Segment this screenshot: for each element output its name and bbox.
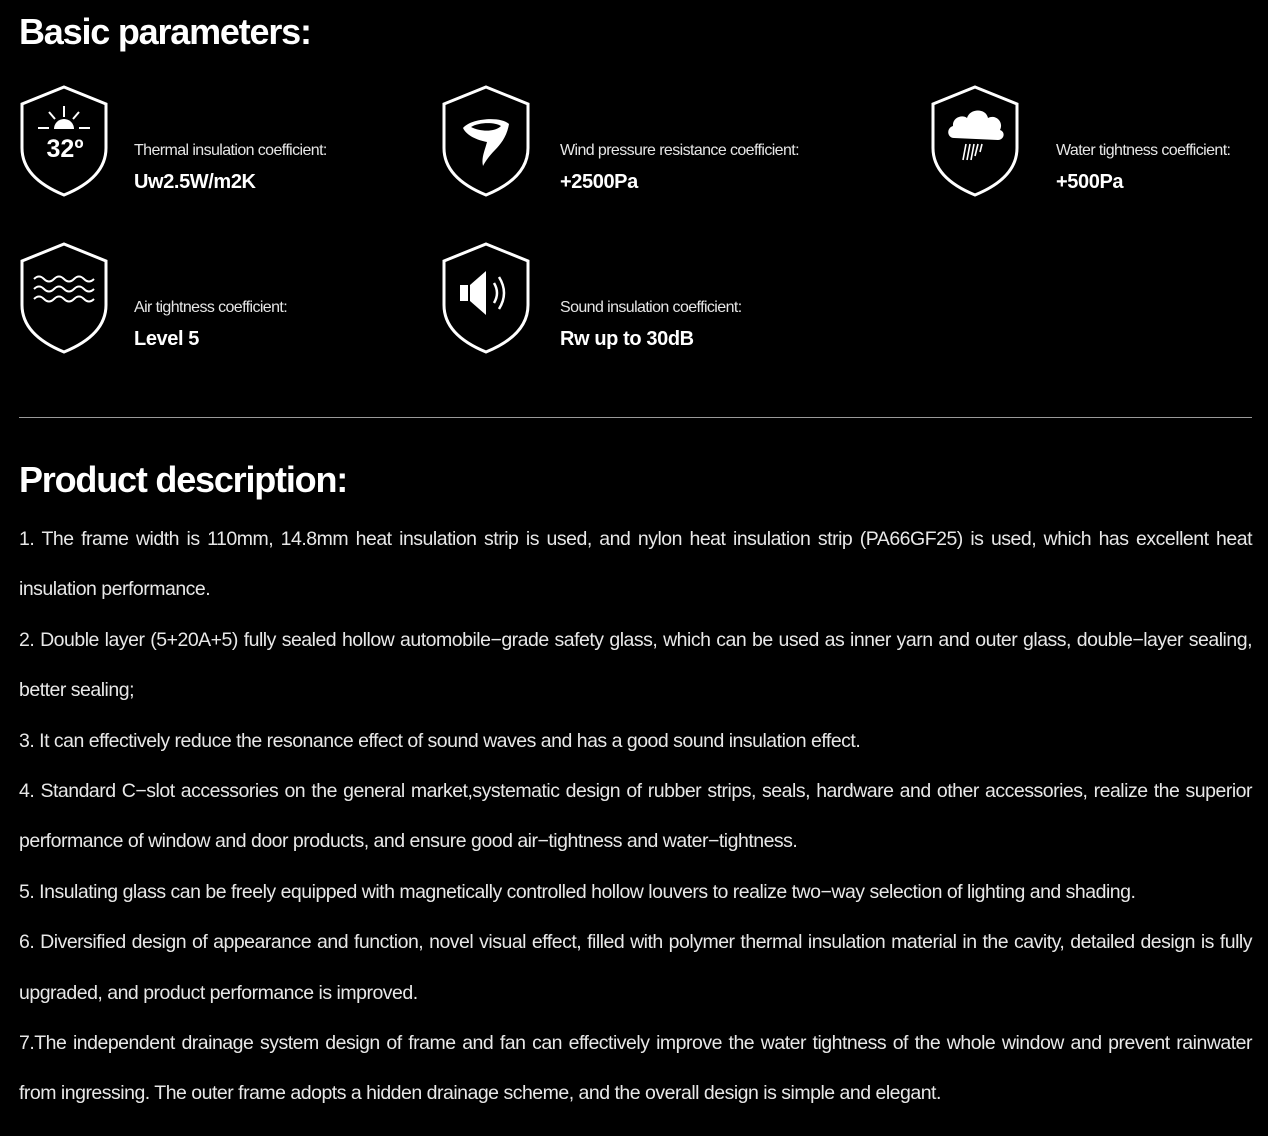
- description-item: 2. Double layer (5+20A+5) fully sealed hollow automobile−grade safety glass, which can be used as inner yarn and outer glass, double−layer sealing, better sealing;: [19, 628, 1252, 702]
- speaker-icon: [441, 241, 531, 355]
- param-label: Thermal insulation coefficient:: [134, 142, 327, 159]
- description-item: 5. Insulating glass can be freely equipped with magnetically controlled hollow louvers to realize two−way selection of lighting and shading.: [19, 880, 1136, 903]
- param-water: [930, 84, 1252, 198]
- param-thermal: [19, 84, 439, 198]
- description-item: 3. It can effectively reduce the resonance effect of sound waves and has a good sound insulation effect.: [19, 729, 861, 752]
- description-item: 6. Diversified design of appearance and function, novel visual effect, filled with polymer thermal insulation material in the cavity, detailed design is fully upgraded, and product performance is improved.: [19, 931, 1252, 1004]
- thermal-icon-text: 32º: [46, 135, 84, 163]
- air-waves-icon: [19, 241, 109, 355]
- product-description-title: Product description:: [19, 459, 348, 500]
- param-air: [19, 241, 439, 355]
- description-list: [19, 514, 1252, 1119]
- basic-parameters-title: Basic parameters:: [19, 11, 311, 52]
- param-wind: [441, 84, 921, 198]
- param-value: +500Pa: [1056, 171, 1124, 193]
- param-sound: [441, 241, 921, 355]
- section-divider: [19, 417, 1252, 418]
- param-label: Wind pressure resistance coefficient:: [560, 142, 799, 159]
- description-item: 1. The frame width is 110mm, 14.8mm heat insulation strip is used, and nylon heat insulation strip (PA66GF25) is used, which has excellent heat insulation performance.: [19, 528, 1252, 601]
- description-item: 7.The independent drainage system design of frame and fan can effectively improve the water tightness of the whole window and prevent rainwater from ingressing. The outer frame adopts a hidden drainage scheme, and the overall design is simple and elegant.: [19, 1032, 1252, 1105]
- param-value: +2500Pa: [560, 171, 638, 193]
- wind-swirl-icon: [441, 84, 531, 198]
- param-value: Rw up to 30dB: [560, 328, 694, 350]
- param-label: Sound insulation coefficient:: [560, 299, 742, 316]
- thermal-sun-icon: [19, 84, 109, 198]
- param-value: Level 5: [134, 328, 200, 350]
- param-label: Air tightness coefficient:: [134, 299, 288, 316]
- rain-cloud-icon: [930, 84, 1020, 198]
- param-label: Water tightness coefficient:: [1056, 142, 1231, 159]
- param-value: Uw2.5W/m2K: [134, 171, 256, 193]
- description-item: 4. Standard C−slot accessories on the general market,systematic design of rubber strips, seals, hardware and other accessories, realize the superior performance of window and door products, and ensure good air−tightness and water−tightness.: [19, 780, 1252, 853]
